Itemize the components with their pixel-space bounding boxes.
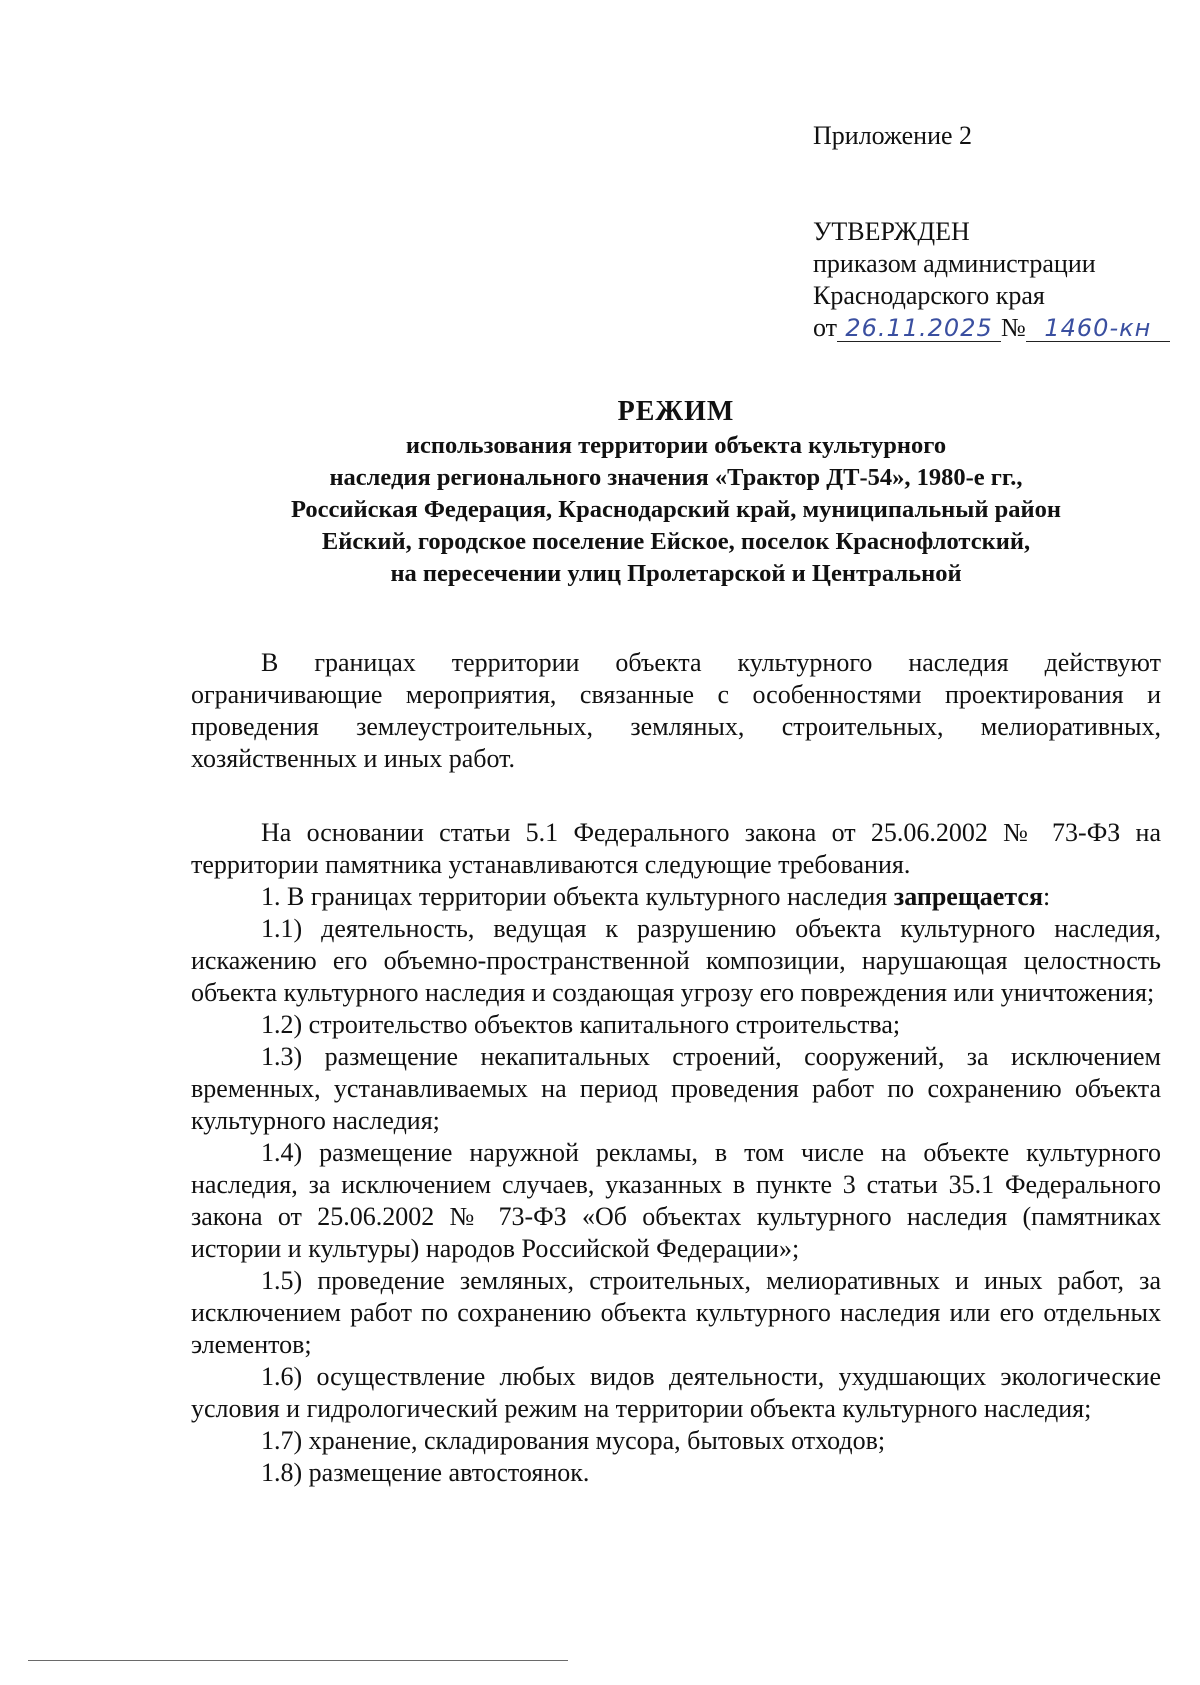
document-title: РЕЖИМ — [617, 396, 735, 427]
item-1-text: 1. В границах территории объекта культурного наследия — [261, 882, 894, 911]
item-1-paragraph — [191, 881, 1161, 913]
list-item: 1.2) строительство объектов капитального строительства; — [261, 1010, 901, 1039]
intro-paragraph: В границах территории объекта культурного наследия действуют ограничивающие мероприятия, связанные с особенностями проектирования и проведения землеустроительных, земляных, строительных, мелиоративных, хозяйственных и иных работ. — [191, 648, 1161, 773]
title-line-4: Ейский, городское поселение Ейское, поселок Краснофлотский, — [321, 528, 1031, 555]
title-line-1: использования территории объекта культурного — [405, 432, 947, 459]
list-item: 1.1) деятельность, ведущая к разрушению объекта культурного наследия, искажению его объемно-пространственной композиции, нарушающая целостность объекта культурного наследия и создающая угрозу его повреждения или уничтожения; — [191, 914, 1161, 1007]
approved-label: УТВЕРЖДЕН — [813, 217, 970, 246]
list-item: 1.6) осуществление любых видов деятельности, ухудшающих экологические условия и гидрологический режим на территории объекта культурного наследия; — [191, 1362, 1161, 1423]
footer-divider — [28, 1660, 568, 1661]
title-line-3: Российская Федерация, Краснодарский край, муниципальный район — [291, 496, 1061, 523]
approved-by-line-2: Краснодарского края — [813, 281, 1045, 310]
handwritten-number: 1460-кн — [1026, 315, 1170, 342]
title-line-5: на пересечении улиц Пролетарской и Центральной — [390, 560, 962, 587]
appendix-label: Приложение 2 — [813, 121, 973, 150]
document-title-block — [150, 394, 1200, 590]
date-number-line — [813, 312, 1170, 344]
item-1-bold-word: запрещается — [893, 882, 1044, 911]
date-prefix: от — [813, 313, 838, 342]
list-item: 1.8) размещение автостоянок. — [261, 1458, 590, 1487]
basis-paragraph: На основании статьи 5.1 Федерального закона от 25.06.2002 № 73-ФЗ на территории памятника устанавливаются следующие требования. — [191, 818, 1161, 879]
approved-by-line-1: приказом администрации — [813, 249, 1096, 278]
list-item: 1.3) размещение некапитальных строений, сооружений, за исключением временных, устанавливаемых на период проведения работ по сохранению объекта культурного наследия; — [191, 1042, 1161, 1135]
title-line-2: наследия регионального значения «Трактор ДТ-54», 1980-е гг., — [329, 464, 1023, 491]
approval-block — [813, 120, 1170, 344]
document-body — [191, 647, 1161, 1489]
list-item: 1.4) размещение наружной рекламы, в том числе на объекте культурного наследия, за исключением случаев, указанных в пункте 3 статьи 35.1 Федерального закона от 25.06.2002 № 73-ФЗ «Об объектах культурного наследия (памятниках истории и культуры) народов Российской Федерации»; — [191, 1138, 1161, 1263]
number-prefix: № — [1001, 313, 1026, 342]
handwritten-date: 26.11.2025 — [837, 315, 1001, 342]
item-1-colon: : — [1043, 882, 1051, 911]
list-item: 1.7) хранение, складирования мусора, бытовых отходов; — [261, 1426, 886, 1455]
list-item: 1.5) проведение земляных, строительных, мелиоративных и иных работ, за исключением работ по сохранению объекта культурного наследия или его отдельных элементов; — [191, 1266, 1161, 1359]
